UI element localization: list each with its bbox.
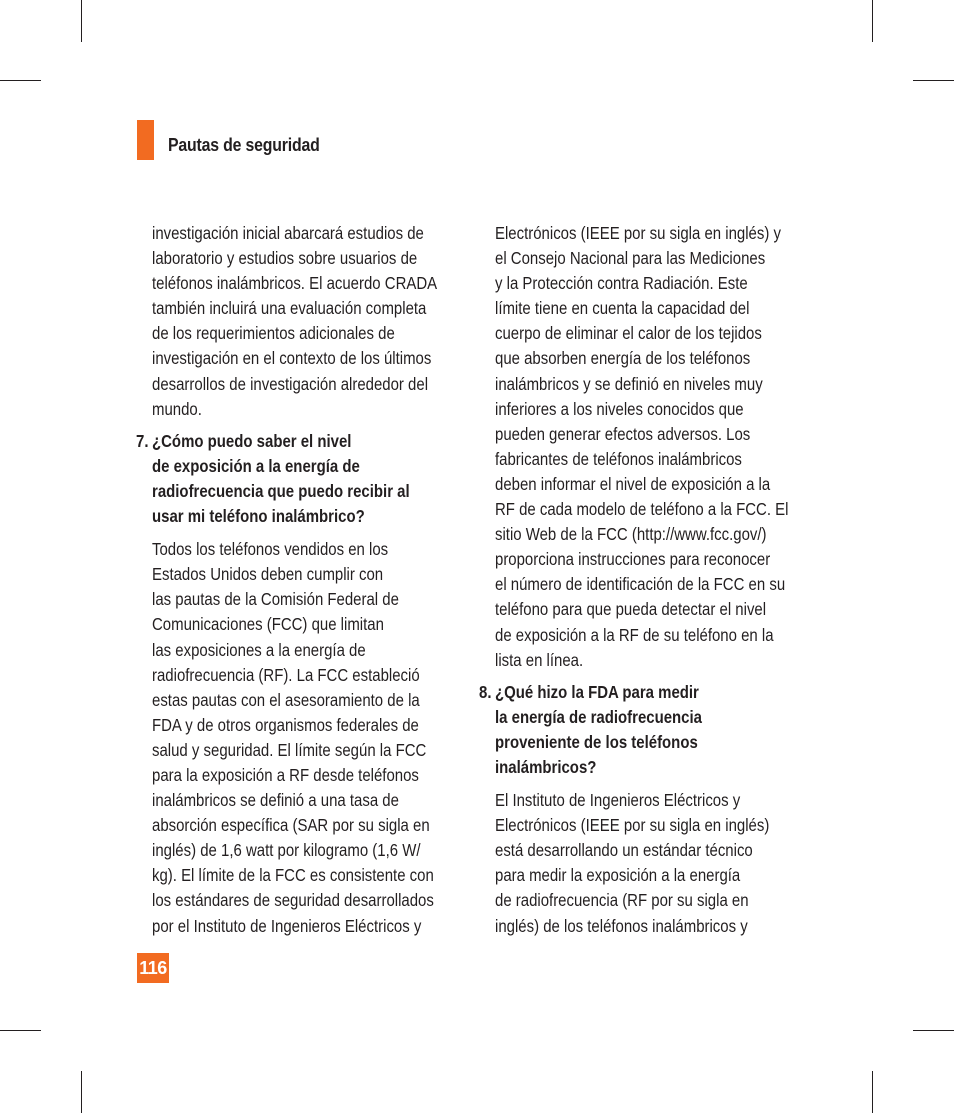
question-line: radiofrecuencia que puedo recibir al: [152, 480, 410, 501]
text-line: El Instituto de Ingenieros Eléctricos y: [495, 790, 741, 811]
text-line: absorción específica (SAR por su sigla en: [152, 815, 430, 836]
text-line: pueden generar efectos adversos. Los: [495, 423, 751, 444]
text-line: inglés) de los teléfonos inalámbricos y: [495, 915, 748, 936]
text-line: por el Instituto de Ingenieros Eléctricos y: [152, 915, 422, 936]
text-line: lista en línea.: [495, 649, 584, 670]
text-line: estas pautas con el asesoramiento de la: [152, 689, 420, 710]
crop-mark-top-right-horizontal: [913, 80, 954, 81]
text-line: mundo.: [152, 398, 202, 419]
text-line: proporciona instrucciones para reconocer: [495, 549, 771, 570]
crop-mark-bottom-left-horizontal: [0, 1030, 41, 1031]
text-line: de radiofrecuencia (RF por su sigla en: [495, 890, 749, 911]
page-number-badge: 116: [137, 953, 169, 983]
crop-mark-bottom-left-vertical: [81, 1071, 82, 1113]
text-line: Estados Unidos deben cumplir con: [152, 564, 384, 585]
answer-8-paragraph: [495, 788, 800, 939]
text-line: el Consejo Nacional para las Mediciones: [495, 248, 766, 269]
text-line: y la Protección contra Radiación. Este: [495, 273, 748, 294]
text-line: inalámbricos y se definió en niveles muy: [495, 373, 763, 394]
text-line: de los requerimientos adicionales de: [152, 323, 395, 344]
answer-7-paragraph: [152, 537, 452, 939]
question-line: inalámbricos?: [495, 756, 597, 777]
text-line: límite tiene en cuenta la capacidad del: [495, 298, 750, 319]
left-column: [136, 221, 452, 939]
crop-mark-bottom-right-vertical: [872, 1071, 873, 1113]
question-line: ¿Cómo puedo saber el nivel: [152, 430, 352, 451]
question-line: de exposición a la energía de: [152, 455, 360, 476]
question-number: 8.: [479, 681, 492, 702]
text-line: investigación en el contexto de los últimos: [152, 348, 432, 369]
text-line: de exposición a la RF de su teléfono en la: [495, 624, 774, 645]
text-line: que absorben energía de los teléfonos: [495, 348, 751, 369]
text-line: está desarrollando un estándar técnico: [495, 840, 753, 861]
text-line: radiofrecuencia (RF). La FCC estableció: [152, 664, 420, 685]
text-line: para medir la exposición a la energía: [495, 865, 741, 886]
intro-paragraph: [152, 221, 452, 422]
text-line: teléfonos inalámbricos. El acuerdo CRADA: [152, 273, 438, 294]
continued-paragraph: [495, 221, 800, 673]
text-line: laboratorio y estudios sobre usuarios de: [152, 248, 418, 269]
text-line: Comunicaciones (FCC) que limitan: [152, 614, 384, 635]
crop-mark-bottom-right-horizontal: [913, 1030, 954, 1031]
text-line: kg). El límite de la FCC es consistente con: [152, 865, 434, 886]
question-8-heading: [479, 680, 800, 780]
question-line: la energía de radiofrecuencia: [495, 706, 702, 727]
text-line: Electrónicos (IEEE por su sigla en inglés): [495, 815, 770, 836]
question-line: ¿Qué hizo la FDA para medir: [495, 681, 699, 702]
text-line: investigación inicial abarcará estudios de: [152, 223, 424, 243]
text-line: teléfono para que pueda detectar el nivel: [495, 599, 767, 620]
crop-mark-top-left-vertical: [81, 0, 82, 42]
text-line: fabricantes de teléfonos inalámbricos: [495, 448, 742, 469]
text-line: también incluirá una evaluación completa: [152, 298, 427, 319]
text-line: inferiores a los niveles conocidos que: [495, 398, 744, 419]
text-line: inalámbricos se definió a una tasa de: [152, 790, 399, 811]
text-line: deben informar el nivel de exposición a la: [495, 473, 771, 494]
text-line: Todos los teléfonos vendidos en los: [152, 539, 389, 560]
text-line: inglés) de 1,6 watt por kilogramo (1,6 W/: [152, 840, 421, 861]
text-line: FDA y de otros organismos federales de: [152, 714, 419, 735]
text-line: RF de cada modelo de teléfono a la FCC. El: [495, 499, 789, 520]
text-line: desarrollos de investigación alrededor del: [152, 373, 429, 394]
question-7-heading: [136, 429, 452, 529]
text-line: el número de identificación de la FCC en su: [495, 574, 786, 595]
section-title: Pautas de seguridad: [168, 135, 320, 155]
text-line: sitio Web de la FCC (http://www.fcc.gov/): [495, 524, 767, 545]
question-line: proveniente de los teléfonos: [495, 731, 698, 752]
text-line: Electrónicos (IEEE por su sigla en inglés) y: [495, 223, 781, 243]
text-line: las pautas de la Comisión Federal de: [152, 589, 399, 610]
text-line: salud y seguridad. El límite según la FCC: [152, 739, 427, 760]
text-line: los estándares de seguridad desarrollados: [152, 890, 434, 911]
crop-mark-top-left-horizontal: [0, 80, 41, 81]
right-column: [479, 221, 800, 939]
section-accent-bar: [137, 120, 154, 160]
text-line: para la exposición a RF desde teléfonos: [152, 764, 419, 785]
text-line: las exposiciones a la energía de: [152, 639, 366, 660]
question-line: usar mi teléfono inalámbrico?: [152, 506, 365, 527]
text-line: cuerpo de eliminar el calor de los tejidos: [495, 323, 762, 344]
crop-mark-top-right-vertical: [872, 0, 873, 42]
question-number: 7.: [136, 430, 149, 451]
